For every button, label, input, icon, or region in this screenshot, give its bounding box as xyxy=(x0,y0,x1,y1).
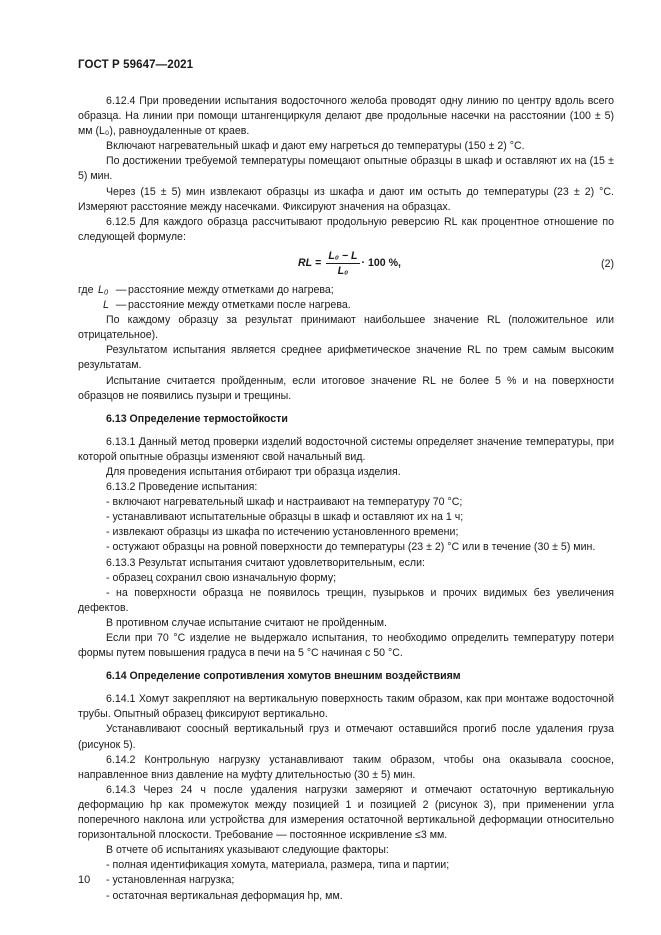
paragraph-cooling: Через (15 ± 5) мин извлекают образцы из шкафа и дают им остыть до температуры (23 ± 2) °C. Измеряют расстояние между насечками. Фиксируют значения на образцах. xyxy=(78,185,614,213)
list-item: - установленная нагрузка; xyxy=(106,874,235,887)
paragraph-samples: Для проведения испытания отбирают три образца изделия. xyxy=(106,465,401,478)
where-symbol: L₀ xyxy=(98,283,109,296)
paragraph-6-13-1: 6.13.1 Данный метод проверки изделий водосточной системы определяет значение температуры, при которой опытные образцы изменяют свой начальный вид. xyxy=(78,435,614,463)
document-header: ГОСТ Р 59647—2021 xyxy=(78,59,194,71)
paragraph-6-12-5: 6.12.5 Для каждого образца рассчитывают продольную реверсию RL как процентное отношение по следующей формуле: xyxy=(78,215,614,243)
formula-equals: = xyxy=(315,256,322,269)
paragraph-6-13-2: 6.13.2 Проведение испытания: xyxy=(106,481,258,494)
paragraph-heating: Включают нагревательный шкаф и дают ему нагреться до температуры (150 ± 2) °C. xyxy=(106,140,525,153)
paragraph-load: Устанавливают соосный вертикальный груз и отмечают оставшийся прогиб после удаления груза (рисунок 5). xyxy=(78,723,614,751)
formula-number: (2) xyxy=(601,257,614,270)
paragraph-result-each: По каждому образцу за результат принимают наибольшее значение RL (положительное или отрицательное). xyxy=(78,314,614,342)
where-text: расстояние между отметками до нагрева; xyxy=(128,283,334,296)
formula-numerator: L₀ − L xyxy=(328,249,358,262)
list-item: - остаточная вертикальная деформация hp, мм. xyxy=(106,889,343,902)
where-item xyxy=(78,298,614,313)
formula-rest: · 100 %, xyxy=(361,256,401,269)
list-item: - остужают образцы на ровной поверхности до температуры (23 ± 2) °C или в течение (30 ± 5) мин. xyxy=(106,541,596,554)
formula-lhs: RL xyxy=(298,256,313,269)
where-dash: — xyxy=(115,283,127,296)
page-number: 10 xyxy=(78,874,91,886)
paragraph-6-14-1: 6.14.1 Хомут закрепляют на вертикальную поверхность таким образом, как при монтаже водосточной трубы. Опытный образец фиксируют вертикально. xyxy=(78,693,614,721)
where-prefix: где xyxy=(78,283,94,296)
paragraph-6-14-2: 6.14.2 Контрольную нагрузку устанавливают таким образом, чтобы она оказывала соосное, направленное вниз давление на муфту длительностью (30 ± 5) мин. xyxy=(78,753,614,781)
where-dash: — xyxy=(115,299,127,312)
section-heading-6-14: 6.14 Определение сопротивления хомутов внешним воздействиям xyxy=(106,670,461,683)
paragraph-placing: По достижении требуемой температуры помещают опытные образцы в шкаф и оставляют их на (15 ± 5) мин. xyxy=(78,155,614,183)
paragraph-result-mean: Результатом испытания является среднее арифметическое значение RL по трем самым высоким результатам. xyxy=(78,344,614,372)
where-symbol: L xyxy=(103,299,109,312)
where-text: расстояние между отметками после нагрева. xyxy=(128,299,351,312)
list-item: - полная идентификация хомута, материала, размера, типа и партии; xyxy=(106,859,450,872)
list-item: - устанавливают испытательные образцы в шкаф и оставляют их на 1 ч; xyxy=(106,511,464,524)
paragraph-6-14-3: 6.14.3 Через 24 ч после удаления нагрузки замеряют и отмечают остаточную вертикальную деформацию hp как промежуток между позицией 1 и позицией 2 (рисунок 3), при применении угла поперечного наклона или устройства для измерения остаточной вертикальной деформации относительно горизонтальной плоскости. Требование — постоянное искривление ≤3 мм. xyxy=(78,783,614,842)
list-item: - на поверхности образца не появилось трещин, пузырьков и прочих видимых без увеличения дефектов. xyxy=(78,586,614,614)
where-list xyxy=(78,283,614,313)
list-item: - извлекают образцы из шкафа по истечению установленного времени; xyxy=(106,526,459,539)
paragraph-failed: В противном случае испытание считают не пройденным. xyxy=(106,616,387,629)
formula-expression xyxy=(298,250,401,277)
where-item xyxy=(78,283,614,298)
list-item: - образец сохранил свою изначальную форму; xyxy=(106,571,337,584)
formula-fraction xyxy=(326,250,359,277)
formula-2 xyxy=(78,249,614,279)
paragraph-pass-criteria: Испытание считается пройденным, если итоговое значение RL не более 5 % и на поверхности образцов не появились пузыри и трещины. xyxy=(78,374,614,402)
section-heading-6-13: 6.13 Определение термостойкости xyxy=(106,412,288,425)
where-prefix xyxy=(78,298,98,313)
list-item: - включают нагревательный шкаф и настраивают на температуру 70 °C; xyxy=(106,496,463,509)
formula-denominator: L₀ xyxy=(337,264,349,277)
paragraph-report: В отчете об испытаниях указывают следующие факторы: xyxy=(106,844,389,857)
paragraph-6-13-3: 6.13.3 Результат испытания считают удовлетворительным, если: xyxy=(106,556,425,569)
paragraph-6-12-4: 6.12.4 При проведении испытания водосточного желоба проводят одну линию по центру вдоль всего образца. На линии при помощи штангенциркуля делают две продольные насечки на расстоянии (100 ± 5) мм (L₀), равноудаленные от краев. xyxy=(78,95,614,138)
paragraph-temperature-loss: Если при 70 °C изделие не выдержало испытания, то необходимо определить температуру потери формы путем повышения градуса в печи на 5 °C начиная с 50 °C. xyxy=(78,632,614,660)
document-body xyxy=(78,94,614,904)
